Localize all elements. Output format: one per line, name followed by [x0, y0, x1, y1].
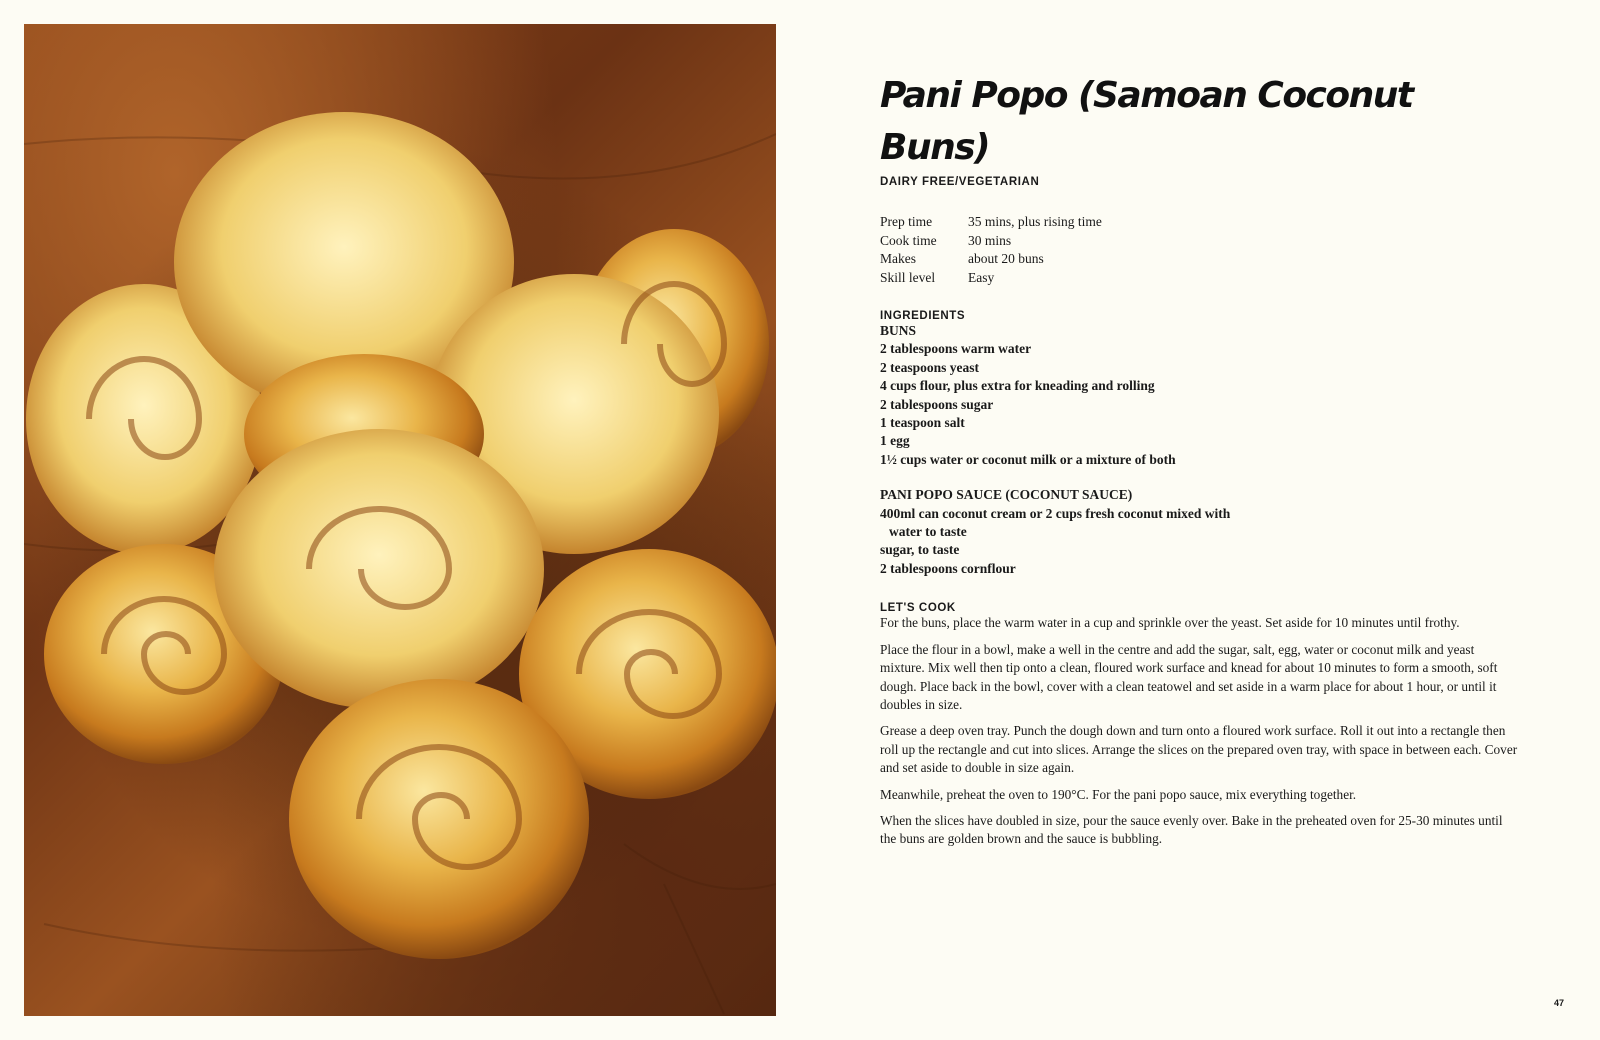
- meta-row: [880, 251, 1102, 270]
- coconut-buns-photo: [24, 24, 776, 1016]
- meta-row: [880, 270, 1102, 289]
- meta-row: [880, 214, 1102, 233]
- ingredient-item: 2 tablespoons warm water: [880, 341, 1032, 357]
- ingredient-item: 1 egg: [880, 433, 910, 449]
- ingredient-item: 1½ cups water or coconut milk or a mixture of both: [880, 451, 1176, 467]
- ingredient-item: 4 cups flour, plus extra for kneading and rolling: [880, 378, 1155, 394]
- ingredient-item: 2 tablespoons cornflour: [880, 560, 1016, 576]
- ingredient-item: 400ml can coconut cream or 2 cups fresh coconut mixed with: [880, 505, 1231, 521]
- sauce-ingredients: [880, 486, 1520, 578]
- recipe-title: Pani Popo (Samoan Coconut Buns): [880, 75, 1413, 168]
- dietary-label: DAIRY FREE/VEGETARIAN: [880, 176, 1040, 188]
- meta-value: 35 mins, plus rising time: [968, 214, 1102, 229]
- ingredient-item: 2 teaspoons yeast: [880, 359, 980, 375]
- ingredient-item: 1 teaspoon salt: [880, 415, 965, 431]
- ingredient-item: water to taste: [889, 524, 967, 540]
- method-steps: [880, 614, 1520, 848]
- ingredients-heading: INGREDIENTS: [880, 310, 966, 322]
- method-step: Place the flour in a bowl, make a well in the centre and add the sugar, salt, egg, water or coconut milk and yeast mixture. Mix well then tip onto a clean, floured work surface and knead for about 10 minutes to form a smooth, soft dough. Place back in the bowl, cover with a clean teatowel and set aside in a warm place for about 1 hour, or until it doubles in size.: [880, 641, 1498, 712]
- meta-label: Prep time: [880, 214, 933, 229]
- recipe-panel: [880, 70, 1520, 857]
- page-number: 47: [1553, 998, 1564, 1008]
- recipe-meta: [880, 214, 1102, 288]
- method-step: For the buns, place the warm water in a cup and sprinkle over the yeast. Set aside for 10 minutes until frothy.: [880, 615, 1460, 631]
- ingredient-item: 2 tablespoons sugar: [880, 396, 994, 412]
- buns-heading: BUNS: [880, 323, 917, 338]
- method-step: Meanwhile, preheat the oven to 190°C. For the pani popo sauce, mix everything together.: [880, 786, 1357, 802]
- meta-value: 30 mins: [968, 232, 1012, 248]
- meta-value: Easy: [968, 269, 995, 285]
- ingredient-item: sugar, to taste: [880, 542, 960, 558]
- meta-value: about 20 buns: [968, 251, 1044, 266]
- meta-label: Skill level: [880, 269, 936, 285]
- method-step: When the slices have doubled in size, pour the sauce evenly over. Bake in the preheated oven for 25-30 minutes until the buns are golden brown and the sauce is bubbling.: [880, 812, 1503, 847]
- method-step: Grease a deep oven tray. Punch the dough down and turn onto a floured work surface. Roll it out into a rectangle then roll up the rectangle and cut into slices. Arrange the slices on the prepared oven tray, with space in between each. Cover and set aside to double in size again.: [880, 723, 1518, 776]
- sauce-heading: PANI POPO SAUCE (COCONUT SAUCE): [880, 487, 1133, 503]
- buns-illustration: [24, 24, 776, 1016]
- method-heading: LET'S COOK: [880, 602, 956, 615]
- buns-ingredients: [880, 322, 1520, 469]
- meta-label: Cook time: [880, 232, 937, 248]
- meta-row: [880, 233, 1102, 252]
- meta-label: Makes: [880, 251, 916, 266]
